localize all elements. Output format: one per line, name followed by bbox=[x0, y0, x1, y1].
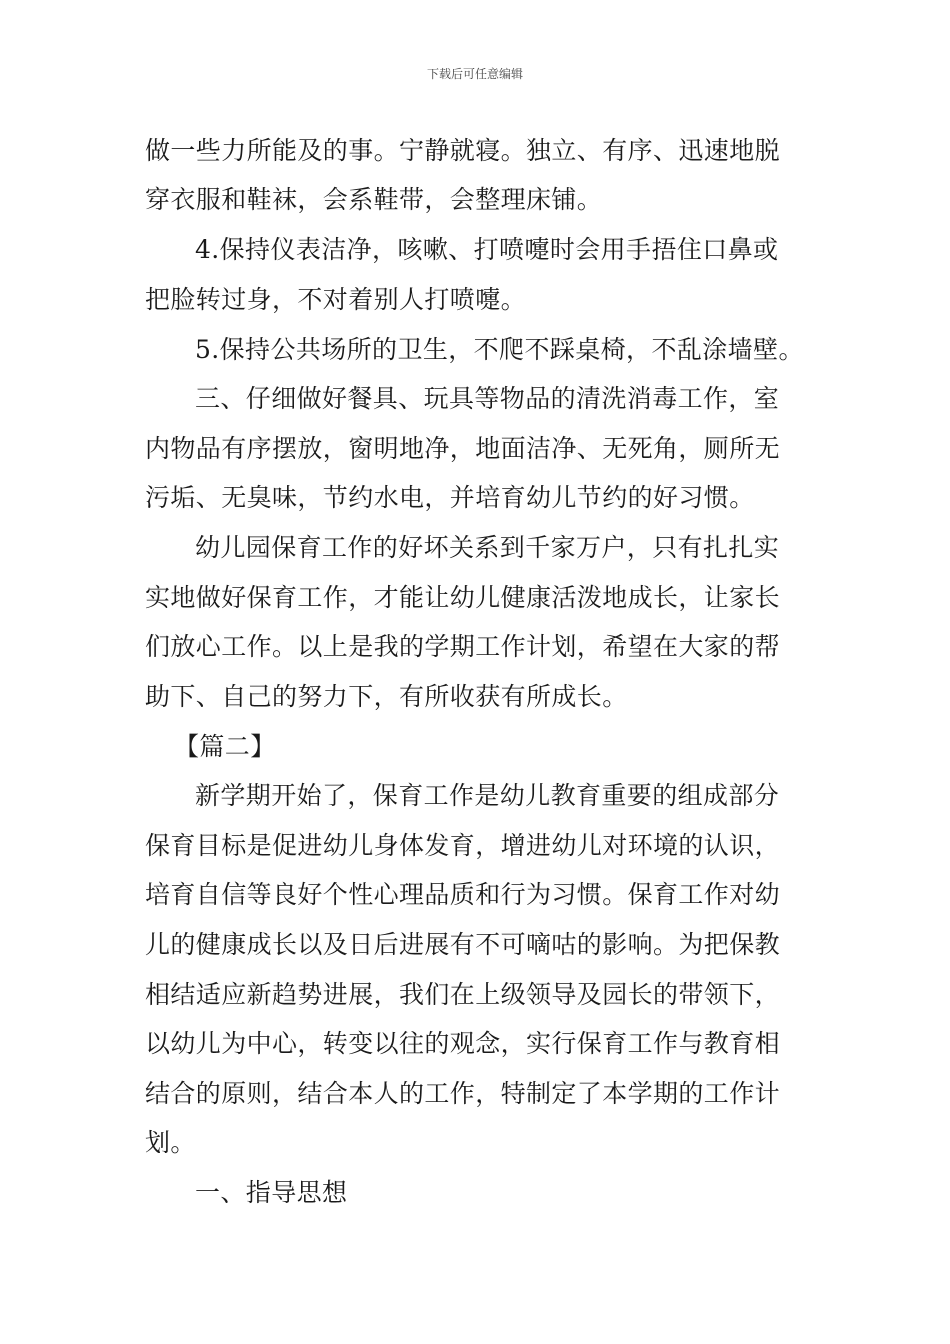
text-line: 实地做好保育工作，才能让幼儿健康活泼地成长，让家长 bbox=[145, 583, 781, 612]
text-line: 保育目标是促进幼儿身体发育，增进幼儿对环境的认识， bbox=[145, 831, 781, 860]
text-line: 三、仔细做好餐具、玩具等物品的清洗消毒工作，室 bbox=[195, 384, 780, 413]
text-line: 相结适应新趋势进展，我们在上级领导及园长的带领下， bbox=[145, 980, 781, 1009]
text-line: 内物品有序摆放，窗明地净，地面洁净、无死角，厕所无 bbox=[145, 434, 781, 463]
text-line: 把脸转过身，不对着别人打喷嚏。 bbox=[145, 285, 527, 314]
text-line: 培育自信等良好个性心理品质和行为习惯。保育工作对幼 bbox=[145, 880, 781, 909]
text-line: 5.保持公共场所的卫生，不爬不踩桌椅，不乱涂墙壁。 bbox=[195, 335, 804, 364]
text-line: 幼儿园保育工作的好坏关系到千家万户，只有扎扎实 bbox=[195, 533, 780, 562]
page-header: 下载后可任意编辑 bbox=[426, 67, 523, 81]
text-line: 结合的原则，结合本人的工作，特制定了本学期的工作计 bbox=[145, 1079, 781, 1108]
text-line: 做一些力所能及的事。宁静就寝。独立、有序、迅速地脱 bbox=[145, 136, 781, 165]
text-line: 们放心工作。以上是我的学期工作计划，希望在大家的帮 bbox=[145, 632, 781, 661]
section-heading: 【篇二】 bbox=[174, 732, 276, 761]
text-line: 污垢、无臭味，节约水电，并培育幼儿节约的好习惯。 bbox=[145, 483, 755, 512]
text-line: 助下、自己的努力下，有所收获有所成长。 bbox=[145, 682, 628, 711]
text-line: 以幼儿为中心，转变以往的观念，实行保育工作与教育相 bbox=[145, 1029, 781, 1058]
text-line: 儿的健康成长以及日后进展有不可嘀咕的影响。为把保教 bbox=[145, 930, 781, 959]
text-line: 新学期开始了，保育工作是幼儿教育重要的组成部分 bbox=[195, 781, 780, 810]
text-line: 穿衣服和鞋袜，会系鞋带，会整理床铺。 bbox=[145, 185, 603, 214]
text-line: 4.保持仪表洁净，咳嗽、打喷嚏时会用手捂住口鼻或 bbox=[195, 235, 779, 264]
text-line: 划。 bbox=[145, 1128, 196, 1157]
section-heading: 一、指导思想 bbox=[195, 1178, 348, 1207]
